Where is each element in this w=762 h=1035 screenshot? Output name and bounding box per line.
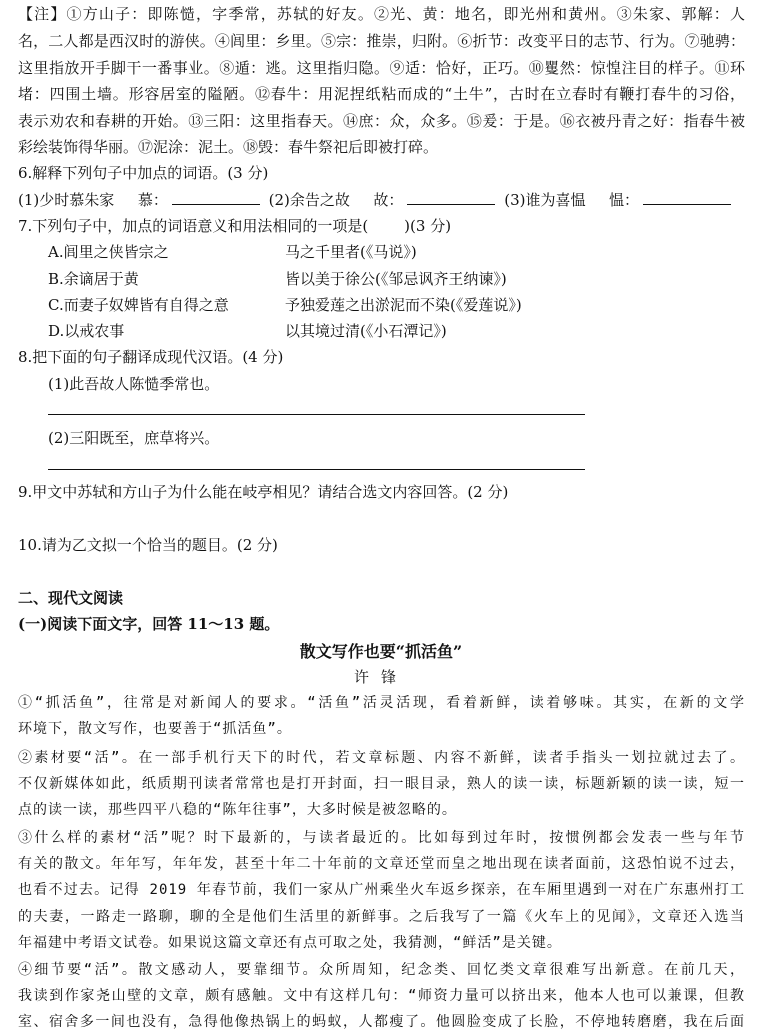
essay-line-1: ①“抓活鱼”，往常是对新闻人的要求。“活鱼”活灵活现，看着新鲜，读着够味。其实，在新的文学	[18, 695, 745, 711]
essay-line-7: 有关的散文。年年写，年年发，甚至十年二十年前的文章还堂而皇之地出现在读者面前，这恐怕说不过去，	[18, 856, 745, 872]
q7-option-b: B.余谪居于黄	[48, 270, 139, 288]
note-line-2: 名，二人都是西汉时的游侠。④闾里：乡里。⑤宗：推崇，归附。⑥折节：改变平日的志节、行为。⑦驰骋：	[18, 32, 745, 50]
essay-line-8: 也看不过去。记得 2019 年春节前，我们一家从广州乘坐火车返乡探亲，在车厢里遇到一对在广东惠州打工	[18, 882, 745, 898]
question-6-items	[18, 188, 735, 211]
q7-option-a: A.闾里之侠皆宗之	[48, 243, 169, 261]
essay-line-12: 我读到作家尧山壁的文章，颇有感触。文中有这样几句：“师资力量可以挤出来，他本人也可以兼课，但教	[18, 988, 745, 1004]
essay-line-5: 点的读一读，那些四平八稳的“陈年往事”，大多时候是被忽略的。	[18, 802, 457, 818]
essay-author: 许锋	[353, 668, 408, 686]
essay-line-10: 年福建中考语文试卷。如果说这篇文章还有点可取之处，我猜测，“鲜活”是关键。	[18, 935, 562, 951]
q7-stem-part-b: )(3 分)	[404, 217, 452, 235]
question-7-stem	[18, 215, 451, 237]
q8-answer-line-2[interactable]	[48, 469, 585, 470]
subsection-heading: (一)阅读下面文字，回答 11～13 题。	[18, 615, 280, 633]
essay-line-3: ②素材要“活”。在一部手机行天下的时代，若文章标题、内容不新鲜，读者手指头一划拉就过去了。	[18, 750, 745, 766]
q8-answer-line-1[interactable]	[48, 414, 585, 415]
q6-item-1-word: 慕：	[137, 191, 168, 209]
q7-stem-part-a: 7.下列句子中，加点的词语意义和用法相同的一项是(	[18, 217, 369, 235]
q7-option-d: D.以戒农事	[48, 322, 125, 340]
note-line-6: 彩绘装饰得华丽。⑰泥涂：泥土。⑱毁：春牛祭祀后即被打碎。	[18, 138, 439, 156]
question-9: 9.甲文中苏轼和方山子为什么能在岐亭相见？请结合选文内容回答。(2 分)	[18, 483, 509, 501]
q8-sentence-2: (2)三阳既至，庶草将兴。	[48, 429, 220, 447]
question-8-stem: 8.把下面的句子翻译成现代汉语。(4 分)	[18, 348, 284, 366]
essay-line-9: 的夫妻，一路走一路聊，聊的全是他们生活里的新鲜事。之后我写了一篇《火车上的见闻》，文章还入选当	[18, 909, 745, 925]
q7-option-a-compare: 马之千里者(《马说》)	[285, 243, 417, 261]
q7-option-b-compare: 皆以美于徐公(《邹忌讽齐王纳谏》)	[285, 270, 507, 288]
note-line-3: 这里指放开手脚干一番事业。⑧遁：逃。这里指归隐。⑨适：恰好，正巧。⑩矍然：惊惶注目的样子。⑪环	[18, 59, 745, 77]
q6-item-3-word: 愠：	[609, 191, 640, 209]
q7-option-c: C.而妻子奴婢皆有自得之意	[48, 296, 229, 314]
q6-item-1-sentence: (1)少时慕朱家	[18, 191, 115, 209]
q6-answer-blank-1[interactable]	[172, 188, 260, 205]
q7-option-d-compare: 以其境过清(《小石潭记》)	[285, 322, 447, 340]
q8-sentence-1: (1)此吾故人陈慥季常也。	[48, 375, 220, 393]
essay-line-13: 室、宿舍多一间也没有，急得他像热锅上的蚂蚁，人都瘦了。他圆脸变成了长脸，不停地转磨磨，我在后面	[18, 1014, 745, 1030]
essay-line-2: 环境下，散文写作，也要善于“抓活鱼”。	[18, 721, 292, 737]
question-6-stem: 6.解释下列句子中加点的词语。(3 分)	[18, 164, 269, 182]
q7-option-c-compare: 予独爱莲之出淤泥而不染(《爱莲说》)	[285, 296, 522, 314]
note-line-1: 【注】①方山子：即陈慥，字季常，苏轼的好友。②光、黄：地名，即光州和黄州。③朱家、郭解：人	[18, 5, 745, 23]
note-line-5: 表示劝农和春耕的开始。⑬三阳：这里指春天。⑭庶：众，众多。⑮爰：于是。⑯衣被丹青之好：指春牛被	[18, 112, 745, 130]
essay-line-4: 不仅新媒体如此，纸质期刊读者常常也是打开封面，扫一眼目录，熟人的读一读，标题新颖的读一读，短一	[18, 776, 745, 792]
q6-item-2-sentence: (2)余告之故	[268, 191, 350, 209]
note-line-4: 堵：四围土墙。形容居室的隘陋。⑫春牛：用泥捏纸粘而成的“土牛”，古时在立春时有鞭打春牛的习俗，	[18, 85, 745, 103]
essay-title: 散文写作也要“抓活鱼”	[299, 642, 463, 661]
essay-line-11: ④细节要“活”。散文感动人，要靠细节。众所周知，纪念类、回忆类文章很难写出新意。在前几天，	[18, 962, 745, 978]
section-heading: 二、现代文阅读	[18, 589, 124, 607]
q6-item-3-sentence: (3)谁为喜愠	[504, 191, 586, 209]
q6-answer-blank-2[interactable]	[407, 188, 495, 205]
essay-line-6: ③什么样的素材“活”呢？时下最新的，与读者最近的。比如每到过年时，按惯例都会发表一些与年节	[18, 830, 745, 846]
q6-item-2-word: 故：	[373, 191, 404, 209]
question-10: 10.请为乙文拟一个恰当的题目。(2 分)	[18, 536, 278, 554]
q6-answer-blank-3[interactable]	[643, 188, 731, 205]
